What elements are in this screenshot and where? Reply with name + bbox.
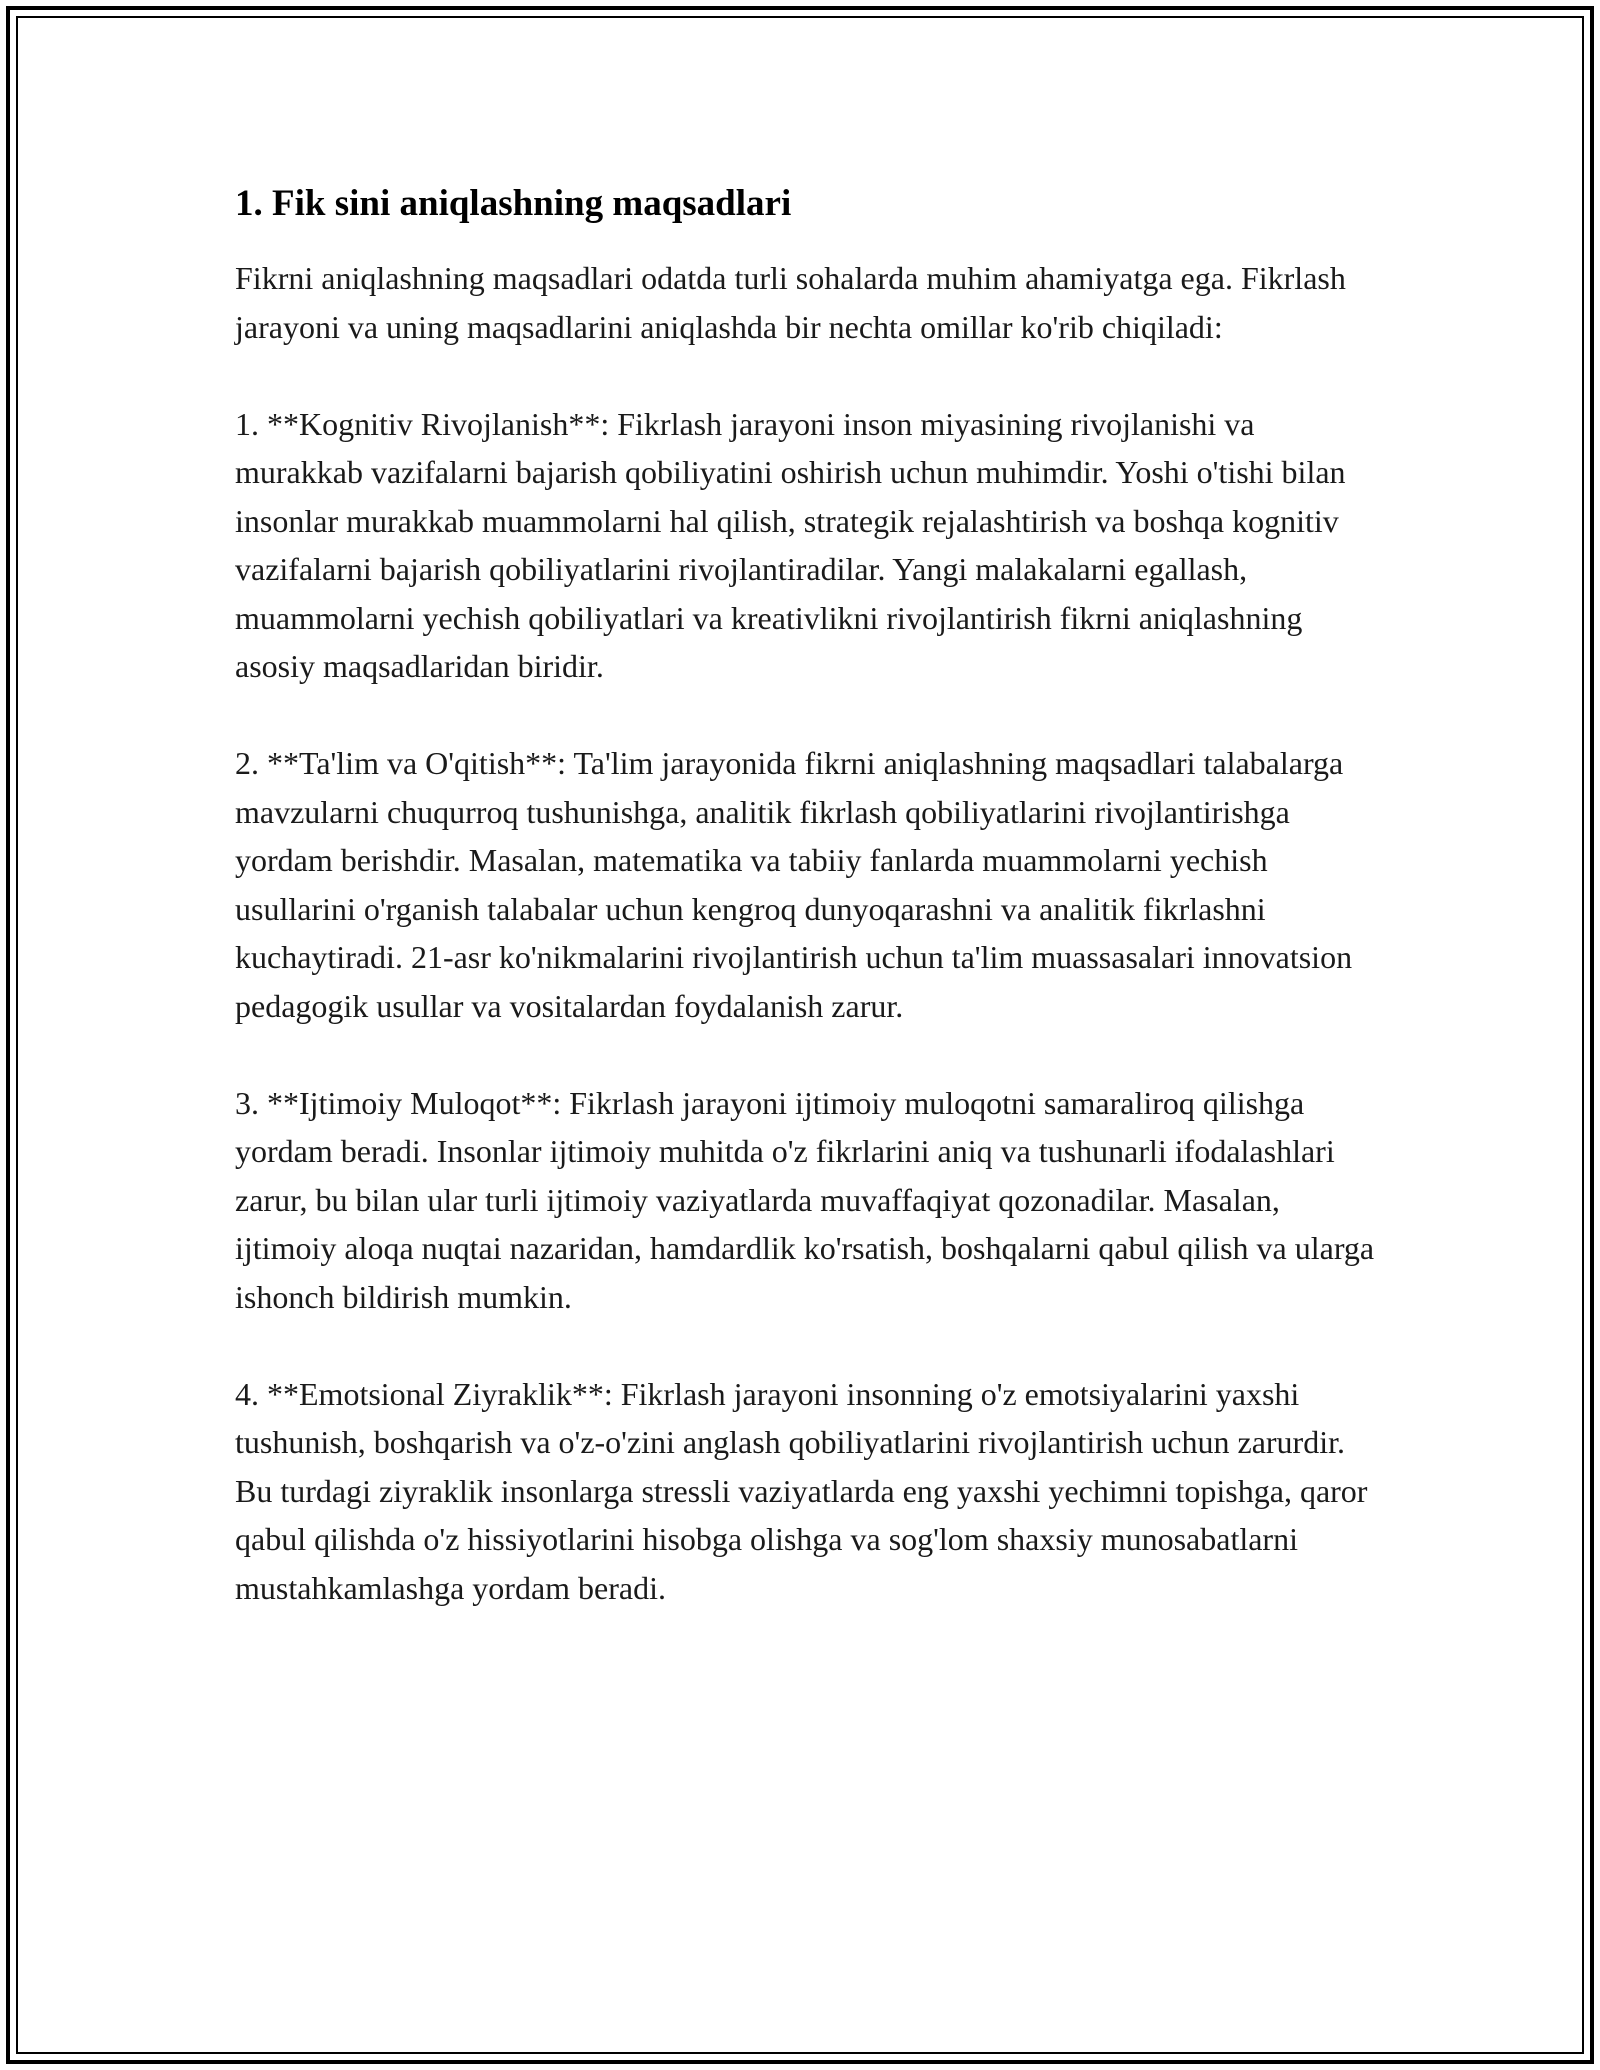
- list-item-social: 3. **Ijtimoiy Muloqot**: Fikrlash jarayoni ijtimoiy muloqotni samaraliroq qilishga yordam beradi. Insonlar ijtimoiy muhitda o'z fikrlarini aniq va tushunarli ifodalashlari zarur, bu bilan ular turli ijtimoiy vaziyatlarda muvaffaqiyat qozonadilar. Masalan, ijtimoiy aloqa nuqtai nazaridan, hamdardlik ko'rsatish, boshqalarni qabul qilish va ularga ishonch bildirish mumkin.: [235, 1084, 1375, 1315]
- list-item-emotional: 4. **Emotsional Ziyraklik**: Fikrlash jarayoni insonning o'z emotsiyalarini yaxshi tushunish, boshqarish va o'z-o'zini anglash qobiliyatlarini rivojlantirish uchun zarurdir. Bu turdagi ziyraklik insonlarga stressli vaziyatlarda eng yaxshi yechimni topishga, qaror qabul qilishda o'z hissiyotlarini hisobga olishga va sog'lom shaxsiy munosabatlarni mustahkamlashga yordam beradi.: [235, 1375, 1368, 1606]
- document-body: [235, 180, 1375, 1661]
- intro-paragraph: Fikrni aniqlashning maqsadlari odatda turli sohalarda muhim ahamiyatga ega. Fikrlash jarayoni va uning maqsadlarini aniqlashda bir nechta omillar ko'rib chiqiladi:: [235, 260, 1346, 345]
- list-item-cognitive: 1. **Kognitiv Rivojlanish**: Fikrlash jarayoni inson miyasining rivojlanishi va murakkab vazifalarni bajarish qobiliyatini oshirish uchun muhimdir. Yoshi o'tishi bilan insonlar murakkab muammolarni hal qilish, strategik rejalashtirish va boshqa kognitiv vazifalarni bajarish qobiliyatlarini rivojlantiradilar. Yangi malakalarni egallash, muammolarni yechish qobiliyatlari va kreativlikni rivojlantirish fikrni aniqlashning asosiy maqsadlaridan biridir.: [235, 405, 1346, 684]
- list-item-education: 2. **Ta'lim va O'qitish**: Ta'lim jarayonida fikrni aniqlashning maqsadlari talabalarga mavzularni chuqurroq tushunishga, analitik fikrlash qobiliyatlarini rivojlantirishga yordam berishdir. Masalan, matematika va tabiiy fanlarda muammolarni yechish usullarini o'rganish talabalar uchun kengroq dunyoqarashni va analitik fikrlashni kuchaytiradi. 21-asr ko'nikmalarini rivojlantirish uchun ta'lim muassasalari innovatsion pedagogik usullar va vositalardan foydalanish zarur.: [235, 745, 1353, 1024]
- document-title: 1. Fik sini aniqlashning maqsadlari: [235, 183, 792, 224]
